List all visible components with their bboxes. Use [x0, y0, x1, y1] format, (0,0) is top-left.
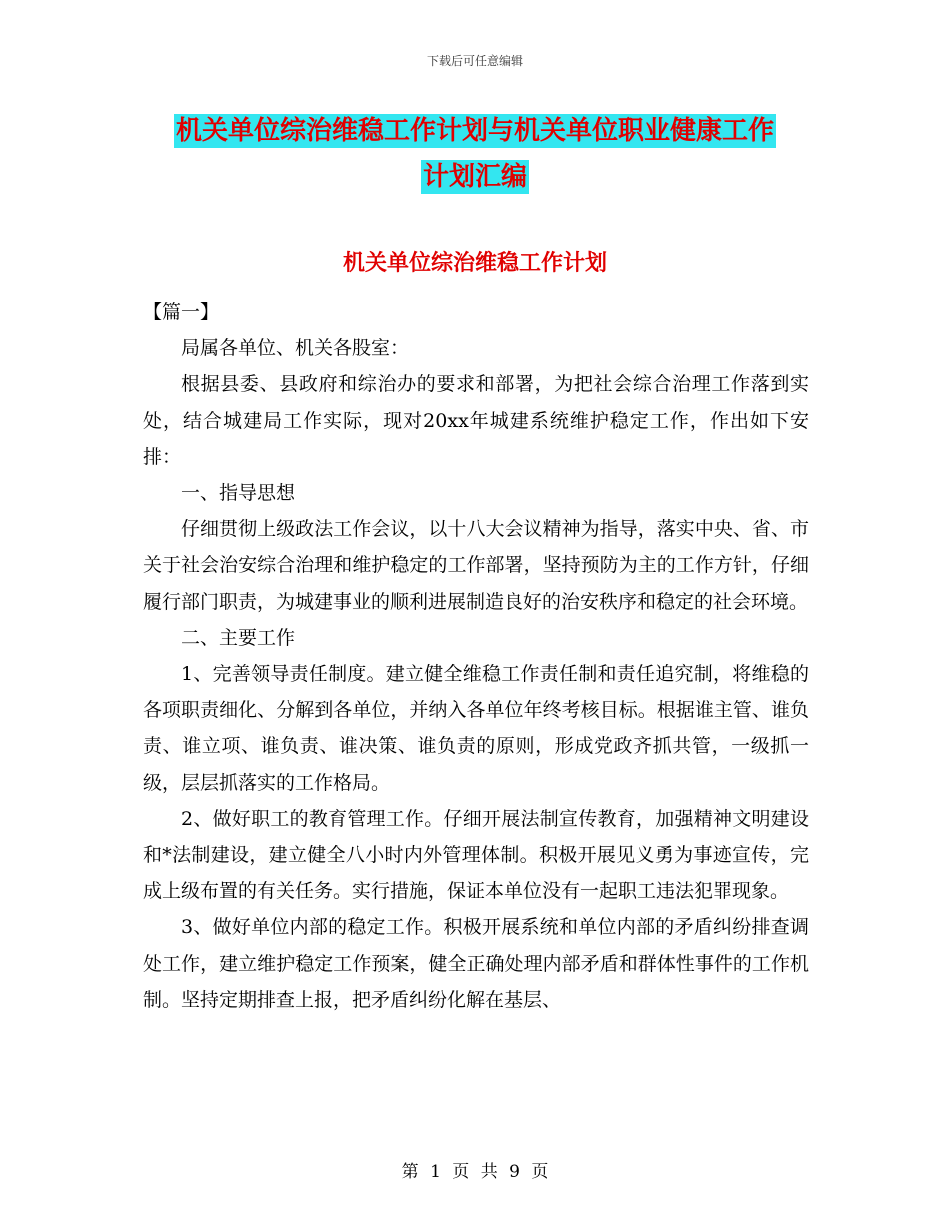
document-title [0, 108, 950, 200]
paragraph-intro: 根据县委、县政府和综治办的要求和部署，为把社会综合治理工作落到实处，结合城建局工作实际，现对20xx年城建系统维护稳定工作，作出如下安排： [143, 373, 809, 468]
heading-main-work: 二、主要工作 [181, 626, 296, 649]
paragraph-addressee: 局属各单位、机关各股室： [181, 337, 410, 360]
paragraph-work-item-3: 3、做好单位内部的稳定工作。积极开展系统和单位内部的矛盾纠纷排查调处工作，建立维护稳定工作预案，健全正确处理内部矛盾和群体性事件的工作机制。坚持定期排查上报，把矛盾纠纷化解在基层、 [143, 916, 809, 1011]
page-footer: 第 1 页 共 9 页 [401, 1162, 549, 1182]
header-note: 下载后可任意编辑 [426, 54, 523, 68]
document-body [143, 294, 809, 1018]
document-title-line1: 机关单位综治维稳工作计划与机关单位职业健康工作 [175, 116, 774, 146]
section-title: 机关单位综治维稳工作计划 [342, 251, 607, 276]
paragraph-work-item-1: 1、完善领导责任制度。建立健全维稳工作责任制和责任追究制，将维稳的各项职责细化、分解到各单位，并纳入各单位年终考核目标。根据谁主管、谁负责、谁立项、谁负责、谁决策、谁负责的原则，形成党政齐抓共管，一级抓一级，层层抓落实的工作格局。 [143, 663, 809, 794]
paragraph-work-item-2: 2、做好职工的教育管理工作。仔细开展法制宣传教育，加强精神文明建设和*法制建设，建立健全八小时内外管理体制。积极开展见义勇为事迹宣传，完成上级布置的有关任务。实行措施，保证本单位没有一起职工违法犯罪现象。 [143, 807, 809, 903]
paragraph-guiding-ideology: 仔细贯彻上级政法工作会议，以十八大会议精神为指导，落实中央、省、市关于社会治安综合治理和维护稳定的工作部署，坚持预防为主的工作方针，仔细履行部门职责，为城建事业的顺利进展制造良好的治安秩序和稳定的社会环境。 [143, 518, 809, 613]
paragraph-part-label: 【篇一】 [143, 301, 220, 323]
document-title-line2: 计划汇编 [422, 162, 527, 192]
heading-guiding-ideology: 一、指导思想 [181, 482, 296, 505]
